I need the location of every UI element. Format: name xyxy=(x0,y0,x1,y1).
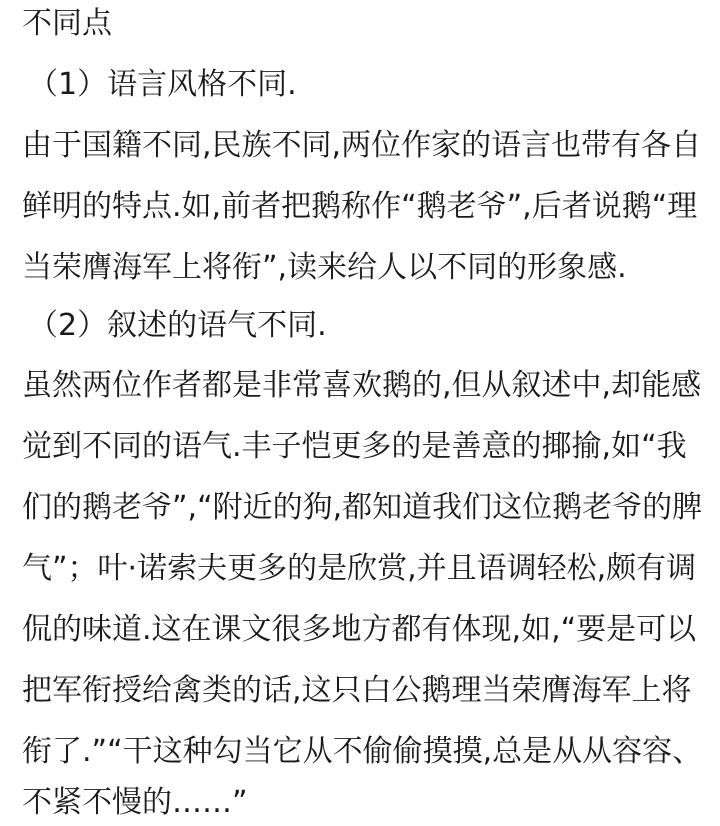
paragraph-line: 觉到不同的语气.丰子恺更多的是善意的揶揄,如“我 xyxy=(22,429,687,464)
paragraph-line: 由于国籍不同,民族不同,两位作家的语言也带有各自 xyxy=(22,128,702,163)
paragraph-line: 衔了.”“干这种勾当它从不偷偷摸摸,总是从从容容、 xyxy=(22,734,703,769)
paragraph-line: 把军衔授给禽类的话,这只白公鹅理当荣膺海军上将 xyxy=(22,673,692,708)
heading: 不同点 xyxy=(22,6,112,41)
section-2-title: （2）叙述的语气不同. xyxy=(28,308,327,343)
paragraph-line: 气”；叶·诺索夫更多的是欣赏,并且语调轻松,颇有调 xyxy=(22,551,697,586)
paragraph-line: 当荣膺海军上将衔”,读来给人以不同的形象感. xyxy=(22,250,627,285)
paragraph-line: 虽然两位作者都是非常喜欢鹅的,但从叙述中,却能感 xyxy=(22,368,702,403)
paragraph-line: 不紧不慢的……” xyxy=(22,785,248,820)
paragraph-line: 侃的味道.这在课文很多地方都有体现,如,“要是可以 xyxy=(22,612,697,647)
paragraph-line: 们的鹅老爷”,“附近的狗,都知道我们这位鹅老爷的脾 xyxy=(22,490,703,525)
paragraph-line: 鲜明的特点.如,前者把鹅称作“鹅老爷”,后者说鹅“理 xyxy=(22,189,698,224)
section-1-title: （1）语言风格不同. xyxy=(28,67,297,102)
